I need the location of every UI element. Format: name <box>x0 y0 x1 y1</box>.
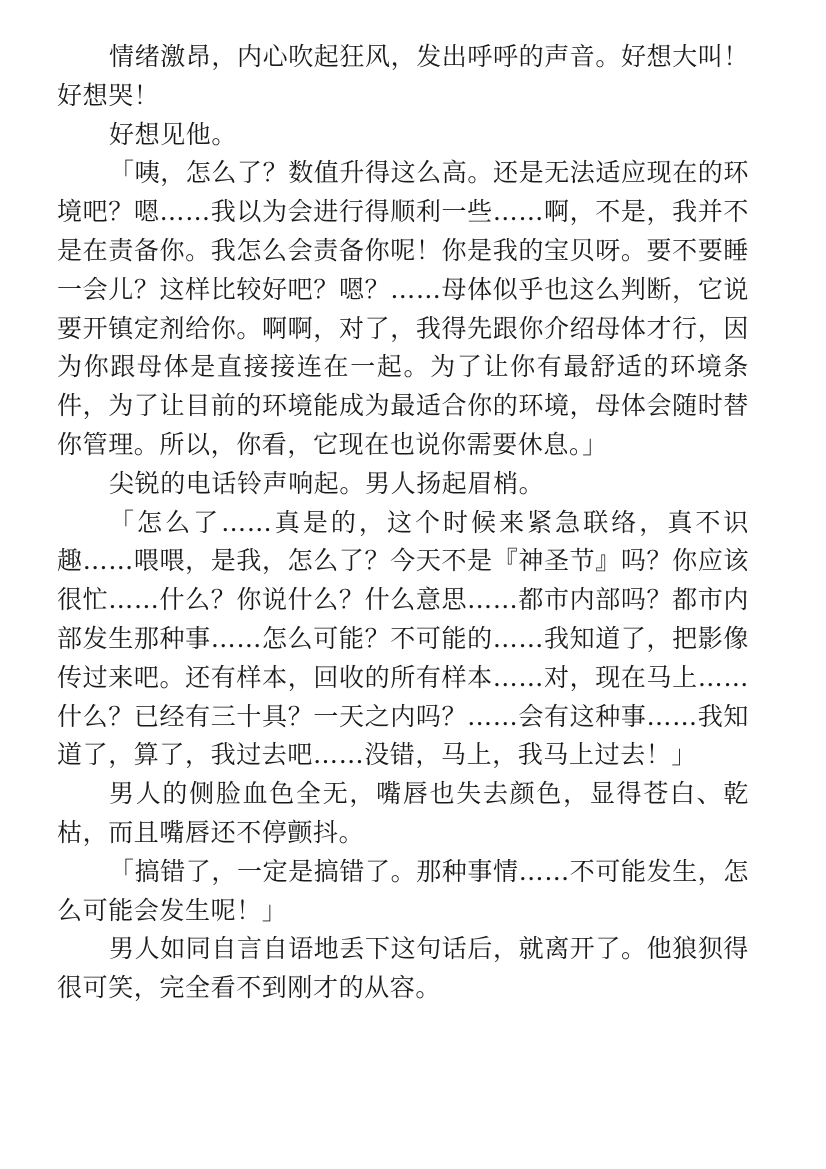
paragraph-5: 「怎么了……真是的，这个时候来紧急联络，真不识趣……喂喂，是我，怎么了？今天不是『神圣节』吗？你应该很忙……什么？你说什么？什么意思……都市内部吗？都市内部发生那种事……怎么可能？不可能的……我知道了，把影像传过来吧。还有样本，回收的所有样本……对，现在马上……什么？已经有三十具？一天之内吗？……会有这种事……我知道了，算了，我过去吧……没错，马上，我马上过去！」 <box>57 507 749 770</box>
paragraph-4: 尖锐的电话铃声响起。男人扬起眉梢。 <box>109 468 545 498</box>
paragraph-6: 男人的侧脸血色全无，嘴唇也失去颜色，显得苍白、乾枯，而且嘴唇还不停颤抖。 <box>57 779 749 847</box>
paragraph-2: 好想见他。 <box>109 119 238 149</box>
page-text <box>57 38 749 1008</box>
paragraph-3: 「咦，怎么了？数值升得这么高。还是无法适应现在的环境吧？嗯……我以为会进行得顺利一些……啊，不是，我并不是在责备你。我怎么会责备你呢！你是我的宝贝呀。要不要睡一会儿？这样比较好吧？嗯？……母体似乎也这么判断，它说要开镇定剂给你。啊啊，对了，我得先跟你介绍母体才行，因为你跟母体是直接接连在一起。为了让你有最舒适的环境条件，为了让目前的环境能成为最适合你的环境，母体会随时替你管理。所以，你看，它现在也说你需要休息。」 <box>57 158 750 459</box>
paragraph-8: 男人如同自言自语地丢下这句话后，就离开了。他狼狈得很可笑，完全看不到刚才的从容。 <box>57 934 750 1003</box>
paragraph-1: 情绪激昂，内心吹起狂风，发出呼呼的声音。好想大叫！好想哭！ <box>57 42 750 110</box>
paragraph-7: 「搞错了，一定是搞错了。那种事情……不可能发生，怎么可能会发生呢！」 <box>57 856 750 925</box>
